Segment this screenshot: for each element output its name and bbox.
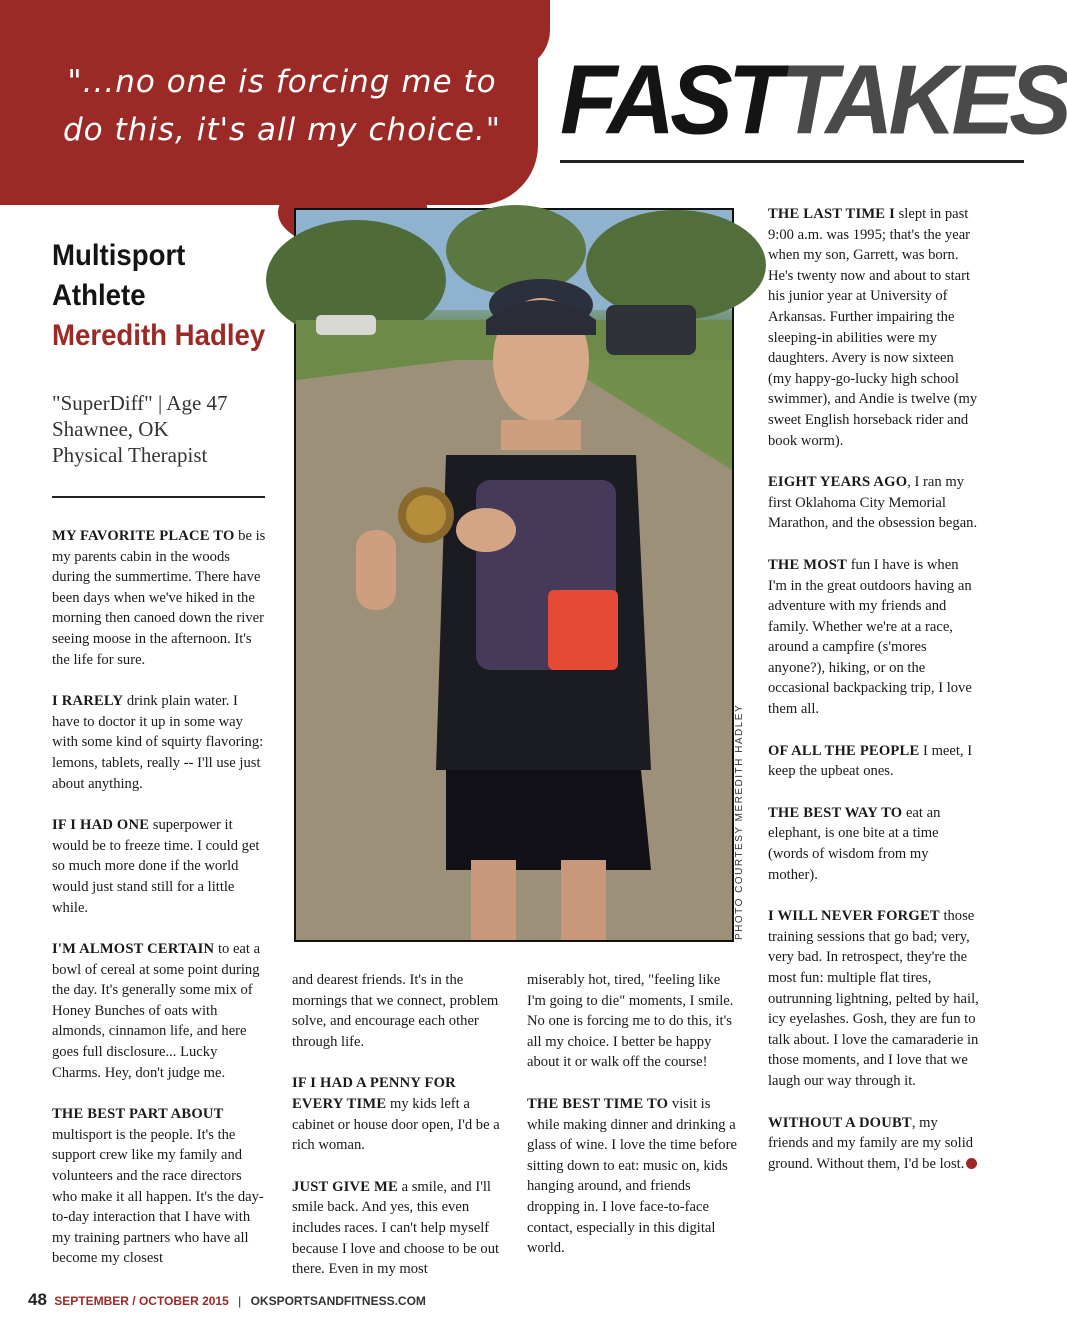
paragraph	[768, 555, 980, 720]
paragraph-text: my kids left a cabinet or house door open, I'd be a rich woman.	[292, 1095, 500, 1154]
pull-quote-line-1: "...no one is forcing me to	[67, 64, 497, 100]
footer-divider: |	[238, 1294, 242, 1308]
paragraph-text: and dearest friends. It's in the mornings that we connect, problem solve, and encourage each other through life.	[292, 972, 499, 1050]
paragraph	[292, 1177, 504, 1280]
paragraph-text: I meet, I keep the upbeat ones.	[768, 742, 973, 780]
paragraph	[768, 204, 980, 451]
section-title	[560, 44, 1067, 155]
paragraph-lead: EIGHT YEARS AGO	[768, 474, 908, 491]
profile-nickname-age: "SuperDiff" | Age 47	[52, 391, 228, 415]
paragraph	[768, 472, 980, 534]
page-number: 48	[28, 1290, 47, 1309]
paragraph	[52, 1104, 268, 1269]
paragraph-lead: I RARELY	[52, 693, 124, 710]
paragraph-lead: IF I HAD ONE	[52, 817, 150, 834]
athlete-heading-line-1: Multisport	[52, 239, 186, 272]
paragraph-lead: THE BEST TIME TO	[527, 1095, 669, 1112]
paragraph	[768, 803, 980, 885]
photo-credit: PHOTO COURTESY MEREDITH HADLEY	[734, 703, 745, 940]
athlete-heading	[52, 236, 265, 356]
column-4	[768, 204, 980, 1195]
paragraph-lead: JUST GIVE ME	[292, 1178, 398, 1195]
section-title-fast: FAST	[560, 44, 781, 155]
paragraph	[768, 906, 980, 1091]
athlete-photo	[294, 208, 734, 942]
paragraph-text: those training sessions that go bad; very, very bad. In retrospect, they're the most fun: multiple flat tires, outrunning lightning, pelted by hail, icy eyelashes. Gosh, they are fun to talk about. I love the camaraderie in those moments, and I love that we laugh our way through it.	[768, 908, 979, 1089]
paragraph	[52, 526, 268, 670]
column-1	[52, 526, 268, 1290]
paragraph-lead: OF ALL THE PEOPLE	[768, 742, 920, 759]
paragraph-text: superpower it would be to freeze time. I could get so much more done if the world would just stand still for a little while.	[52, 817, 260, 916]
paragraph-lead: THE LAST TIME I	[768, 206, 895, 222]
athlete-photo-illustration	[296, 210, 732, 940]
paragraph-text: a smile, and I'll smile back. And yes, this even includes races. I can't help myself because I love and choose to be out there. Even in my most	[292, 1178, 500, 1278]
header-rule	[560, 160, 1024, 163]
page-footer	[28, 1290, 426, 1310]
paragraph-lead: WITHOUT A DOUBT	[768, 1114, 912, 1131]
paragraph-lead: I WILL NEVER FORGET	[768, 908, 940, 925]
paragraph	[768, 741, 980, 782]
paragraph-text: , my friends and my family are my solid ground. Without them, I'd be lost.	[768, 1114, 974, 1172]
paragraph-text: slept in past 9:00 a.m. was 1995; that's the year when my son, Garrett, was born. He's twenty now and about to start his junior year at University of Arkansas. Further impairing the sleeping-in abilities were my daughters. Avery is now sixteen (my happy-go-lucky high school swimmer), and Andie is twelve (my sweet English horseback rider and book worm).	[768, 206, 978, 449]
paragraph-lead: I'M ALMOST CERTAIN	[52, 941, 215, 958]
paragraph	[52, 691, 268, 794]
paragraph-lead: THE BEST PART ABOUT	[52, 1106, 224, 1123]
end-mark-icon	[966, 1158, 977, 1169]
paragraph-text: visit is while making dinner and drinking a glass of wine. I love the time before sitting down to eat: music on, kids hanging around, and friends dropping in. I love face-to-face contact, especially in this digital world.	[527, 1095, 737, 1257]
website-link[interactable]: OKSPORTSANDFITNESS.COM	[250, 1294, 426, 1308]
paragraph-text: be is my parents cabin in the woods during the summertime. There have been days when we've hiked in the morning then canoed down the river seeing moose in the afternoon. It's the life for sure.	[52, 528, 266, 668]
paragraph	[52, 815, 268, 918]
paragraph-text: eat an elephant, is one bite at a time (words of wisdom from my mother).	[768, 804, 941, 883]
column-2	[292, 970, 504, 1301]
paragraph	[292, 1073, 504, 1155]
paragraph-text: drink plain water. I have to doctor it up in some way with some kind of squirty flavoring: lemons, tablets, really -- I'll use just about anything.	[52, 693, 264, 792]
paragraph-lead: THE BEST WAY TO	[768, 804, 903, 821]
profile-occupation: Physical Therapist	[52, 443, 208, 467]
paragraph	[52, 939, 268, 1083]
issue-date: SEPTEMBER / OCTOBER 2015	[54, 1294, 229, 1308]
paragraph	[527, 1094, 739, 1259]
profile-location: Shawnee, OK	[52, 417, 169, 441]
paragraph-text: fun I have is when I'm in the great outdoors having an adventure with my friends and family. Whether we're at a race, around a campfire (s'mores anyone?), hiking, or on the occasional backpacking trip, I love them all.	[768, 556, 972, 718]
paragraph-text: miserably hot, tired, "feeling like I'm going to die" moments, I smile. No one is forcing me to do this, it's all my choice. I better be happy about it or walk off the course!	[527, 972, 734, 1071]
profile-rule	[52, 496, 265, 498]
paragraph	[768, 1113, 980, 1175]
paragraph-lead: IF I HAD A PENNY FOR EVERY TIME	[292, 1075, 456, 1112]
paragraph-text: , I ran my first Oklahoma City Memorial Marathon, and the obsession began.	[768, 474, 978, 532]
pull-quote	[42, 58, 522, 154]
paragraph	[292, 970, 504, 1052]
paragraph-lead: THE MOST	[768, 556, 848, 573]
athlete-profile	[52, 390, 228, 468]
athlete-name: Meredith Hadley	[52, 319, 266, 352]
paragraph-lead: MY FAVORITE PLACE TO	[52, 528, 235, 544]
paragraph-text: multisport is the people. It's the support crew like my family and volunteers and the race directors who make it all happen. It's the day-to-day interaction that I have with my training partners who have all become my closest	[52, 1126, 264, 1267]
paragraph-text: to eat a bowl of cereal at some point during the day. It's generally some mix of Honey Bunches of oats with almonds, cinnamon life, and here goes full disclosure... Lucky Charms. Hey, don't judge me.	[52, 941, 261, 1081]
paragraph	[527, 970, 739, 1073]
athlete-heading-line-2: Athlete	[52, 279, 146, 312]
pull-quote-line-2: do this, it's all my choice."	[62, 112, 502, 148]
section-title-takes: TAKES	[780, 44, 1067, 155]
column-3	[527, 970, 739, 1280]
